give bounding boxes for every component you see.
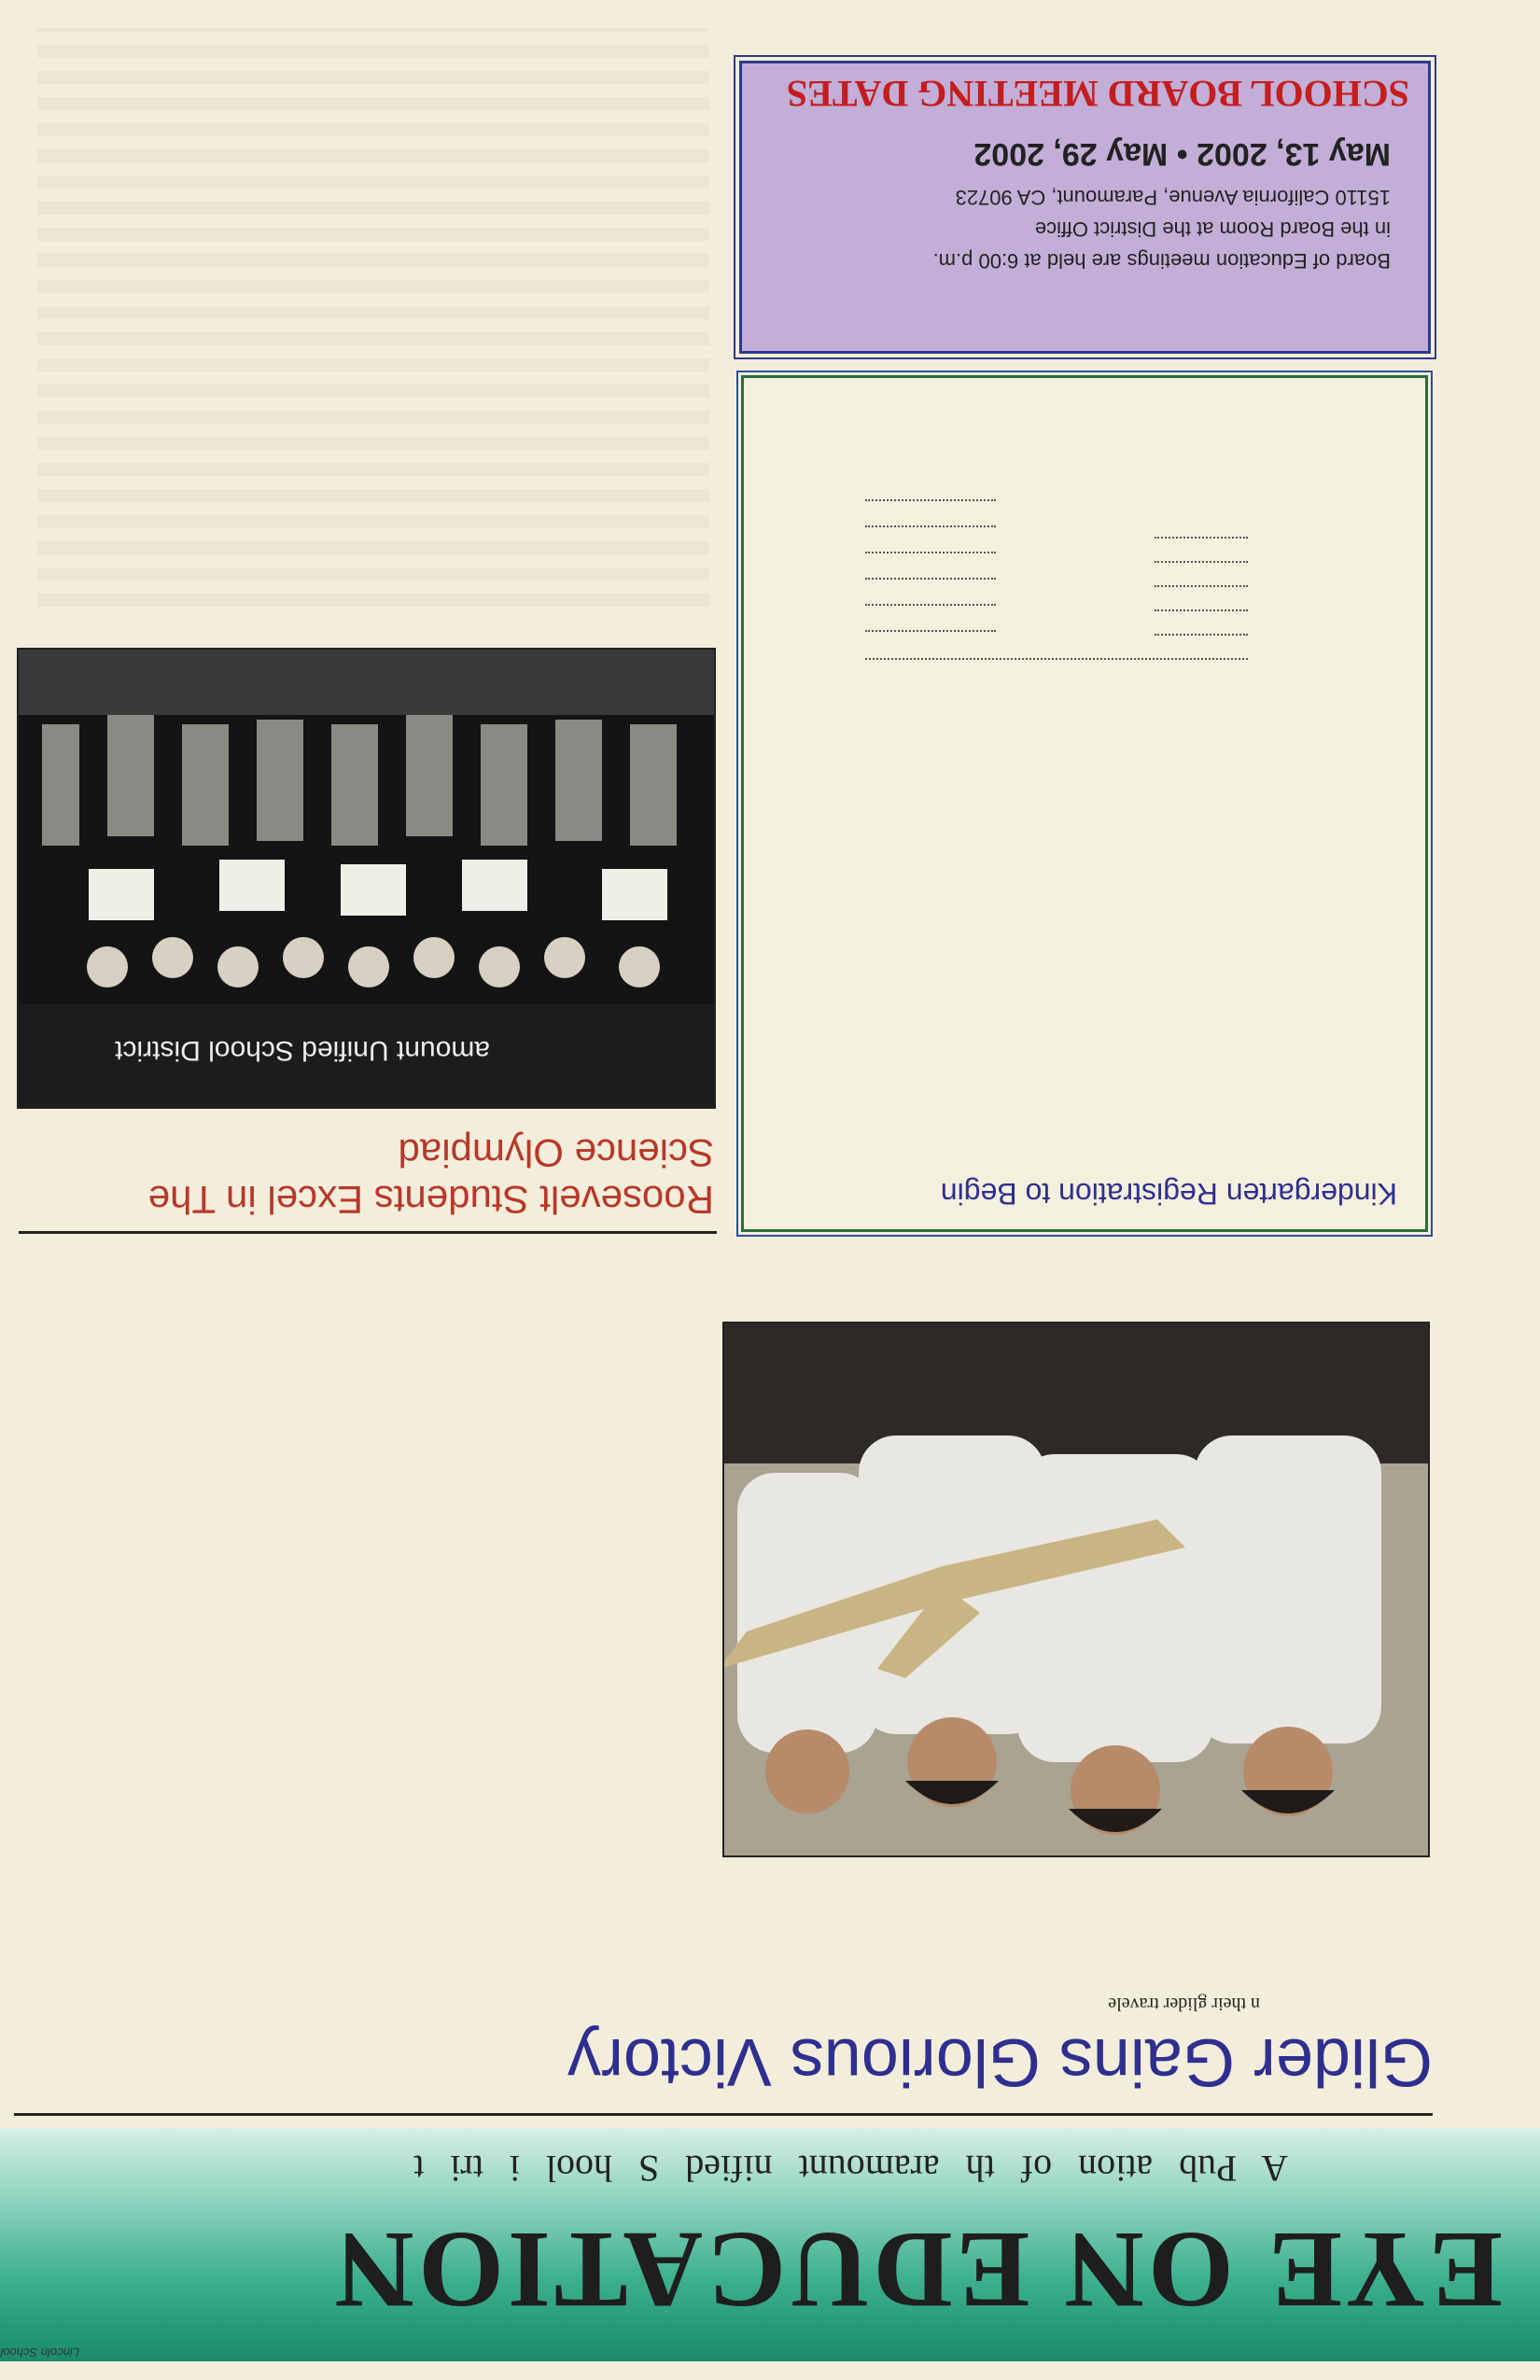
- board-title: SCHOOL BOARD MEETING DATES: [786, 73, 1409, 115]
- dotted-line: [865, 499, 996, 501]
- masthead-rule: [14, 2113, 1433, 2116]
- dotted-line: [1155, 585, 1248, 587]
- school-board-box: [739, 61, 1431, 354]
- board-info-line: in the Board Room at the District Office: [1034, 217, 1391, 241]
- dotted-line: [865, 630, 996, 632]
- masthead: [0, 2128, 1540, 2361]
- school-tag: Lincoln School: [0, 2345, 79, 2359]
- photo-group-with-certificates-icon: [19, 650, 714, 1107]
- dotted-line: [1155, 634, 1248, 636]
- board-info-line: 15110 California Avenue, Paramount, CA 90723: [955, 186, 1391, 209]
- newsletter-subtitle: A Pub ation of th aramount nified S hool i tri t: [413, 2148, 1288, 2190]
- board-info-line: Board of Education meetings are held at 6:00 p.m.: [932, 249, 1391, 273]
- glider-caption: n their glider travele: [1108, 1994, 1260, 2014]
- olympiad-photo: [17, 648, 716, 1109]
- faded-text-area: [37, 28, 709, 607]
- dotted-line: [865, 658, 1248, 660]
- board-dates: May 13, 2002 • May 29, 2002: [973, 136, 1391, 172]
- dotted-line: [1155, 609, 1248, 611]
- photo-students-with-glider-icon: [724, 1323, 1428, 1855]
- dotted-line: [1155, 537, 1248, 539]
- kindergarten-title: Kindergarten Registration to Begin: [940, 1177, 1397, 1211]
- roosevelt-rule: [19, 1231, 717, 1234]
- dotted-line: [865, 552, 996, 553]
- glider-headline: Glider Gains Glorious Victory: [567, 2024, 1433, 2099]
- dotted-line: [865, 604, 996, 606]
- dotted-line: [865, 578, 996, 580]
- dotted-line: [1155, 561, 1248, 563]
- kindergarten-registration-box: [741, 375, 1428, 1232]
- roosevelt-headline: Roosevelt Students Excel in The Science Olympiad: [147, 1131, 714, 1222]
- olympiad-banner-text: amount Unified School District: [115, 1035, 490, 1066]
- glider-photo: [722, 1322, 1430, 1857]
- dotted-line: [865, 525, 996, 527]
- board-info: [775, 181, 1391, 276]
- newsletter-title: EYE ON EDUCATION: [330, 2209, 1503, 2331]
